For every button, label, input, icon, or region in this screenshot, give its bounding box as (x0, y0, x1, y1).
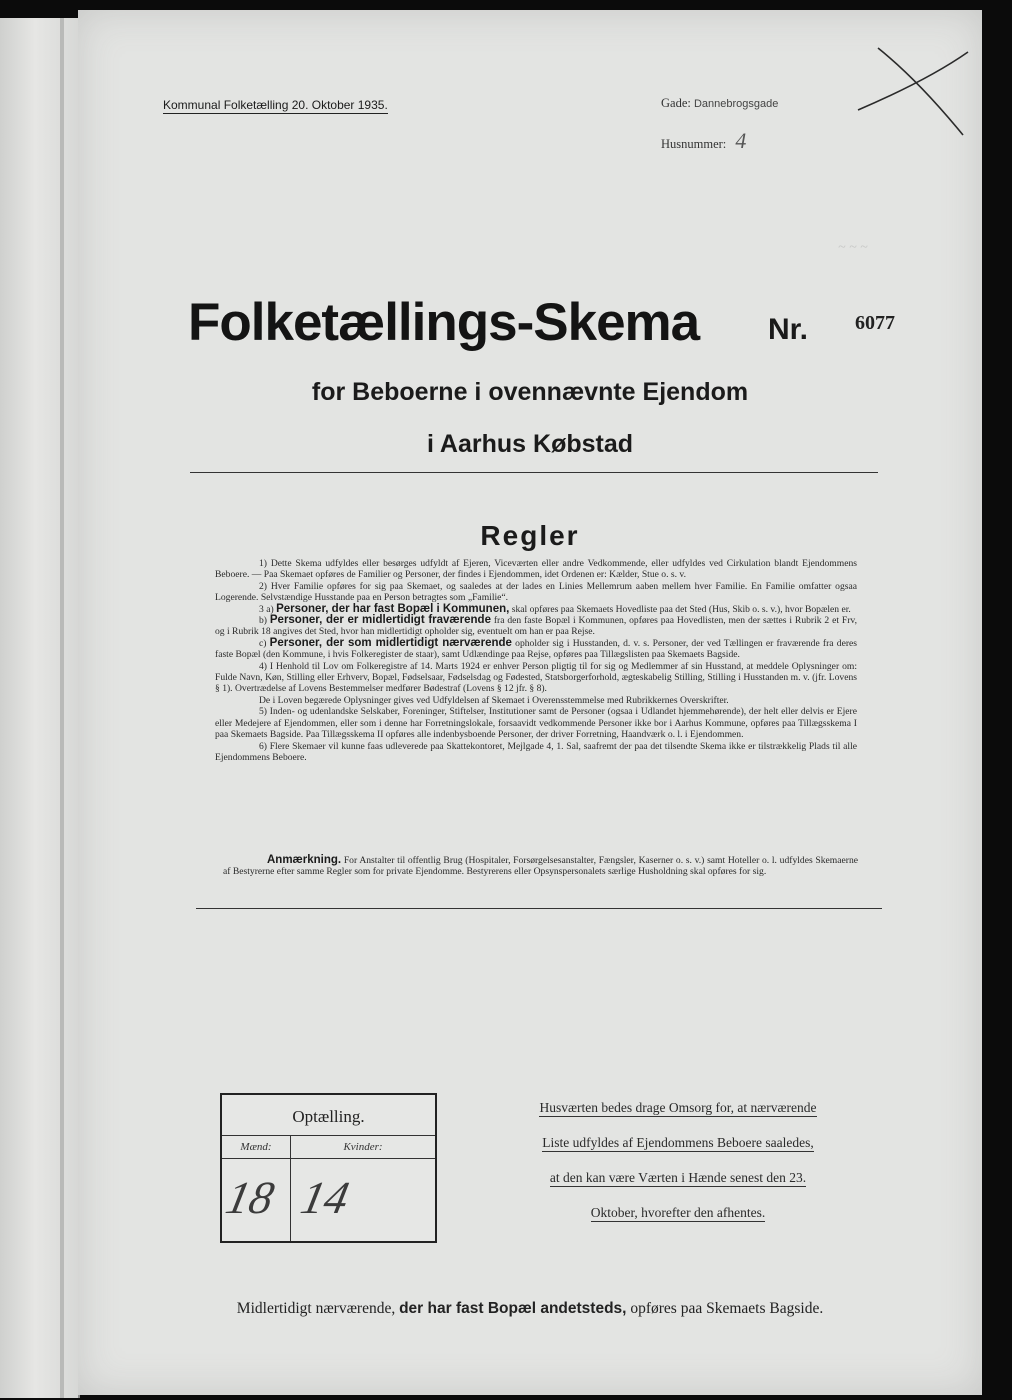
rule-3b-number: b) (259, 615, 267, 627)
rule-3b-lead: Personer, der er midlertidigt fraværende (269, 614, 491, 627)
note-text: For Anstalter til offentlig Brug (Hospitaler, Forsørgelsesanstalter, Fængsler, Kaserner o. s. v.) samt Hoteller o. l. udfyldes Skemaerne af Bestyrerne efter samme Regler som for private Ejendomme. Bestyrerens eller Opsynspersonalets særlige Husholdning skal opføres for sig. (223, 855, 859, 878)
house-number-row (661, 128, 746, 154)
book-spine (0, 18, 80, 1398)
rule-4b: De i Loven begærede Oplysninger gives ved Udfyldelsen af Skemaet i Overensstemmelse med Rubrikkernes Overskrifter. (259, 694, 729, 706)
rule-3a-lead: Personer, der har fast Bopæl i Kommunen, (276, 602, 510, 615)
rule-3a-number: 3 a) (259, 603, 274, 615)
form-subtitle-town: i Aarhus Købstad (426, 430, 634, 458)
women-count: 14 (296, 1172, 354, 1223)
footer-part-2: der har fast Bopæl andetsteds, (399, 1300, 627, 1317)
bleed-through-text: ~ ~ ~ (838, 240, 868, 255)
footer-part-3: opføres paa Skemaets Bagside. (630, 1300, 824, 1317)
form-number-value: 6077 (855, 312, 895, 334)
rule-4: 4) I Henhold til Lov om Folkeregistre af 14. Marts 1924 er enhver Person pligtig til for sig og Medlemmer af sin Husstand, at meddele Oplysninger om: Fulde Navn, Køn, Stilling eller Erhverv, Bopæl, Fødselsaar, Fødselsdag og Fødested, Statsborgerforhold, ægteskabelig Stilling, Stilling i Husstanden m. v. (jfr. Lovens § 1). Overtrædelse af Lovens Bestemmelser medfører Bødestraf (Lovens § 12 jfr. § 8). (215, 660, 857, 695)
rule-3b-text: fra den faste Bopæl i Kommunen, opføres paa Hovedlisten, men der sættes i Rubrik 2 et Frv, og i Rubrik 18 angives det Sted, hvor han midlertidigt opholder sig, eventuelt om han er paa Rejse. (215, 615, 857, 638)
form-title: Folketællings-Skema (188, 293, 700, 352)
footer-part-1: Midlertidigt nærværende, (236, 1300, 396, 1317)
house-number-value: 4 (735, 128, 747, 153)
cross-mark-icon (848, 40, 978, 150)
street-row (661, 96, 778, 111)
divider-top (190, 472, 878, 473)
annotation-note (223, 855, 858, 878)
rule-3a-text: skal opføres paa Skemaets Hovedliste paa det Sted (Hus, Skib o. s. v.), hvor Bopælen er. (511, 603, 851, 615)
form-number-label: Nr. (768, 313, 809, 346)
instruction-line-4: Oktober, hvorefter den afhentes. (590, 1205, 766, 1220)
rule-2: 2) Hver Familie opføres for sig paa Skemaet, og saaledes at der lades en Linies Mellemrum aaben mellem hver Familie. En Familie omfatter ogsaa Logerende. Selvstændige Husstande paa en Person betragtes som „Familie“. (215, 580, 857, 604)
note-lead: Anmærkning. (267, 854, 342, 866)
rules-heading: Regler (480, 520, 580, 551)
house-number-label: Husnummer: (661, 137, 727, 151)
rule-5: 5) Inden- og udenlandske Selskaber, Foreninger, Stiftelser, Institutioner samt de Personer (ogsaa i Udlandet hjemmehørende), der helt eller delvis er Ejere eller Medejere af Ejendommen, eller som i denne har Forretningslokale, forsaavidt vedkommende Personer ikke bor i Aarhus Kommune, opføres paa Tillægsskema I paa Skemaets Bagside. Paa Tillægsskema II opføres alle indenbysboende Personer, der driver Forretning, Haandværk o. l. i Ejendommen. (215, 706, 857, 741)
form-subtitle-residents: for Beboerne i ovennævnte Ejendom (311, 378, 749, 406)
men-count: 18 (221, 1172, 279, 1223)
divider-bottom (196, 908, 882, 909)
women-label: Kvinder: (291, 1136, 435, 1159)
rule-3c (215, 638, 857, 661)
footer-note (78, 1300, 982, 1318)
rule-3c-text: opholder sig i Husstanden, d. v. s. Personer, der ved Tællingen er fraværende fra deres faste Bopæl (den Kommune, i hvis Folkeregister de staar), samt Udlændinge paa Rejse, opføres paa Tillægslisten paa Skemaets Bagside. (215, 637, 858, 661)
rule-1: 1) Dette Skema udfyldes eller besørges udfyldt af Ejeren, Viceværten eller andre Vedkommende, eller udfyldes ved Cirkulation blandt Ejendommens Beboere. — Paa Skemaet opføres de Familier og Personer, der findes i Ejendommen, idet Ordenen er: Kælder, Stue o. s. v. (215, 558, 857, 581)
rule-3b (215, 615, 857, 638)
count-box-title: Optælling. (222, 1095, 435, 1136)
men-label: Mænd: (222, 1136, 290, 1159)
spine-edge (60, 18, 64, 1398)
street-value: Dannebrogsgade (693, 98, 779, 110)
street-label: Gade: (661, 96, 691, 110)
women-column (291, 1136, 435, 1241)
census-header-line: Kommunal Folketælling 20. Oktober 1935. (163, 98, 388, 112)
rule-6: 6) Flere Skemaer vil kunne faas udleverede paa Skattekontoret, Mejlgade 4, 1. Sal, saafremt der paa det tilsendte Skema ikke er tilstrækkelig Plads til alle Ejendommens Beboere. (215, 740, 857, 763)
rules-text (215, 558, 857, 763)
instruction-line-1: Husværten bedes drage Omsorg for, at nærværende (539, 1100, 817, 1115)
landlord-instruction (498, 1100, 858, 1240)
count-box (220, 1093, 437, 1243)
instruction-line-2: Liste udfyldes af Ejendommens Beboere saaledes, (542, 1135, 814, 1150)
instruction-line-3: at den kan være Værten i Hænde senest den 23. (549, 1170, 807, 1185)
rule-3c-number: c) (259, 637, 267, 649)
census-form-page (78, 10, 982, 1395)
rule-3c-lead: Personer, der som midlertidigt nærværende (269, 636, 512, 649)
